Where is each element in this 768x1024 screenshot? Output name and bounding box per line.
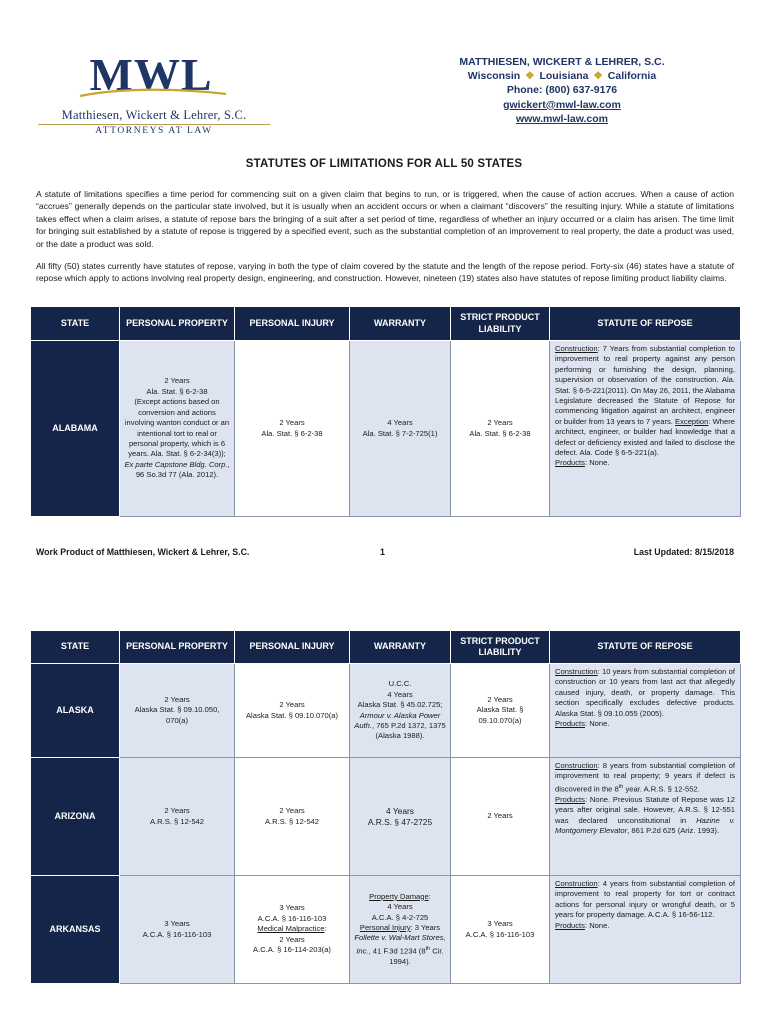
state-wisconsin: Wisconsin	[467, 70, 521, 83]
table-header-row	[31, 631, 741, 664]
table-row	[31, 664, 741, 758]
col-header-personal-property: PERSONAL PROPERTY	[120, 307, 235, 341]
intro-paragraph-1: A statute of limitations specifies a time period for commencing suit on a given claim that begins to run, or is triggered, when the cause of action accrues. When a cause of action “accrues” generally depends on the particular state involved, but it is usually when an accident occurs or when a claimant “discovers” the resulting injury. While a statute of limitations takes effect when a claim arises, a statute of repose bars the bringing of a suit after a set period of time, regardless of whether an injury occurred or a claim has arisen. The time limit for bringing suit established by a statute of repose is triggered by a specified event, such as the substantial completion of an improvement to real property, the date a product was used, or the date a product was sold.	[36, 189, 734, 249]
table-row	[31, 758, 741, 876]
email-link[interactable]: gwickert@mwl-law.com	[503, 98, 621, 111]
col-header-warranty: WARRANTY	[350, 307, 451, 341]
table-header-row	[31, 307, 741, 341]
col-header-personal-property: PERSONAL PROPERTY	[120, 631, 235, 664]
website-link[interactable]: www.mwl-law.com	[516, 112, 608, 125]
logo-firm-name: Matthiesen, Wickert & Lehrer, S.C.	[61, 108, 247, 122]
cell-strict-product-liability: 3 Years A.C.A. § 16-116-103	[451, 876, 550, 984]
col-header-state: STATE	[31, 631, 120, 664]
cell-personal-property: 2 Years A.R.S. § 12-542	[120, 758, 235, 876]
state-name: ALABAMA	[31, 341, 120, 517]
diamond-icon: ❖	[593, 70, 603, 83]
cell-warranty: 4 Years A.R.S. § 47-2725	[350, 758, 451, 876]
statutes-table-page-2	[30, 630, 741, 984]
cell-personal-injury: 2 Years Ala. Stat. § 6-2-38	[235, 341, 350, 517]
col-header-statute-of-repose: STATUTE OF REPOSE	[550, 307, 741, 341]
office-states	[440, 69, 684, 83]
cell-warranty: 4 Years Ala. Stat. § 7-2-725(1)	[350, 341, 451, 517]
cell-strict-product-liability: 2 Years Alaska Stat. § 09.10.070(a)	[451, 664, 550, 758]
cell-statute-of-repose: Construction: 10 years from substantial completion of construction or 10 years from last act that allegedly caused injury, death, or property damage. This section specifically excludes defective products. Alaska Stat. § 09.10.055 (2005). Products: None.	[550, 664, 741, 758]
cell-warranty: U.C.C. 4 Years Alaska Stat. § 45.02.725; Armour v. Alaska Power Auth., 765 P.2d 1372, 1375 (Alaska 1988).	[350, 664, 451, 758]
cell-statute-of-repose: Construction: 4 years from substantial completion of improvement to real property for tort or contract actions for personal injury or wrongful death, or 5 years for property damage. A.C.A. § 16-56-112. Products: None.	[550, 876, 741, 984]
state-louisiana: Louisiana	[539, 70, 589, 83]
contact-block	[440, 55, 684, 126]
cell-strict-product-liability: 2 Years	[451, 758, 550, 876]
last-updated: Last Updated: 8/15/2018	[633, 547, 734, 557]
cell-warranty: Property Damage: 4 Years A.C.A. § 4-2-725 Personal Injury: 3 Years Follette v. Wal-Mart Stores, Inc., 41 F.3d 1234 (8th Cir. 1994).	[350, 876, 451, 984]
footer-work-product: Work Product of Matthiesen, Wickert & Lehrer, S.C.	[36, 547, 250, 557]
cell-strict-product-liability: 2 Years Ala. Stat. § 6-2-38	[451, 341, 550, 517]
table-row	[31, 341, 741, 517]
logo-tagline: ATTORNEYS AT LAW	[38, 124, 270, 136]
diamond-icon: ❖	[525, 70, 535, 83]
cell-personal-property: 3 Years A.C.A. § 16-116-103	[120, 876, 235, 984]
state-name: ALASKA	[31, 664, 120, 758]
col-header-personal-injury: PERSONAL INJURY	[235, 307, 350, 341]
col-header-strict-product-liability: STRICT PRODUCT LIABILITY	[451, 307, 550, 341]
col-header-state: STATE	[31, 307, 120, 341]
col-header-warranty: WARRANTY	[350, 631, 451, 664]
table-row	[31, 876, 741, 984]
cell-personal-injury: 2 Years A.R.S. § 12-542	[235, 758, 350, 876]
state-california: California	[607, 70, 657, 83]
col-header-strict-product-liability: STRICT PRODUCT LIABILITY	[451, 631, 550, 664]
state-name: ARKANSAS	[31, 876, 120, 984]
page-number: 1	[380, 547, 385, 557]
col-header-statute-of-repose: STATUTE OF REPOSE	[550, 631, 741, 664]
cell-statute-of-repose: Construction: 8 years from substantial completion of improvement to real property; 9 years if defect is discovered in the 8th year. A.R.S. § 12-552. Products: None. Previous Statute of Repose was 12 years after original sale. However, A.R.S. § 12-551 was declared unconstitutional in Hazine v. Montgomery Elevator, 861 P.2d 625 (Ariz. 1993).	[550, 758, 741, 876]
firm-name: MATTHIESEN, WICKERT & LEHRER, S.C.	[459, 56, 665, 68]
cell-personal-property: 2 Years Alaska Stat. § 09.10.050, 070(a)	[120, 664, 235, 758]
firm-logo	[38, 49, 270, 136]
cell-personal-injury: 2 Years Alaska Stat. § 09.10.070(a)	[235, 664, 350, 758]
phone-number: Phone: (800) 637-9176	[506, 84, 618, 97]
statutes-table-page-1	[30, 306, 741, 517]
cell-personal-property: 2 Years Ala. Stat. § 6-2-38 (Except actions based on conversion and actions involving wanton conduct or an intentional tort to real or personal property, which is 6 years. Ala. Stat. § 6-2-34(3)); Ex parte Capstone Bldg. Corp., 96 So.3d 77 (Ala. 2012).	[120, 341, 235, 517]
logo-swoosh-icon	[78, 86, 228, 100]
document-title: STATUTES OF LIMITATIONS FOR ALL 50 STATES	[245, 158, 523, 170]
cell-personal-injury: 3 Years A.C.A. § 16-116-103 Medical Malpractice: 2 Years A.C.A. § 16-114-203(a)	[235, 876, 350, 984]
cell-statute-of-repose: Construction: 7 Years from substantial completion to improvement to real property against any person performing or furnishing the design, planning, supervision or observation of the construction. Ala. Stat. § 6-5-221(2011). On May 26, 2011, the Alabama Legislature decreased the Statute of Repose for commencing litigation against an architect, engineer or builder from 13 years to 7 years. Exception: Where architect, engineer, or builder had knowledge that a defect or deficiency existed and failed to disclose the defect. Ala. Code § 6-5-221(a). Products: None.	[550, 341, 741, 517]
state-name: ARIZONA	[31, 758, 120, 876]
intro-paragraph-2: All fifty (50) states currently have statutes of repose, varying in both the type of claim covered by the statute and the length of the repose period. Forty-six (46) states have a statute of repose which apply to actions involving real property design, engineering, and construction. However, nineteen (19) states also have statutes of repose limiting product liability claims.	[36, 261, 734, 284]
col-header-personal-injury: PERSONAL INJURY	[235, 631, 350, 664]
logo-monogram: MWL	[89, 49, 213, 100]
